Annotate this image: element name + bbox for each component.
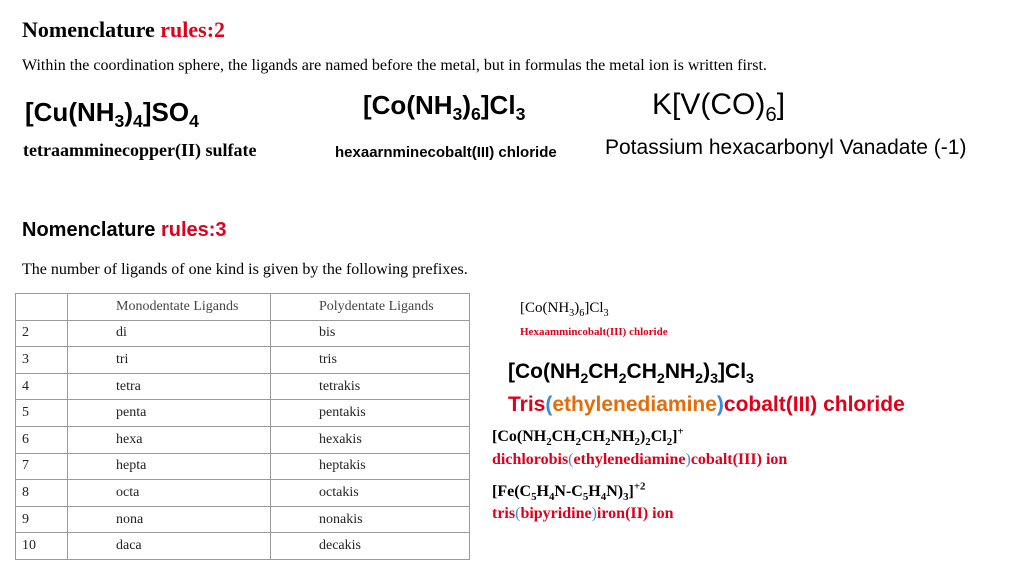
example-name-cu: tetraamminecopper(II) sulfate bbox=[23, 140, 257, 160]
table-cell-mono: tri bbox=[68, 347, 271, 374]
table-cell-mono: hexa bbox=[68, 426, 271, 453]
example3-formula-1: $[Co(NH_3)_6]Cl_3$ bbox=[520, 300, 609, 319]
table-cell-number: 3 bbox=[16, 347, 68, 374]
example3-name-3: dichlorobis(ethylenediamine)cobalt(III) ion bbox=[492, 451, 788, 468]
table-row bbox=[16, 400, 470, 427]
table-cell-number: 8 bbox=[16, 480, 68, 507]
rule3-body: The number of ligands of one kind is given by the following prefixes. bbox=[22, 261, 468, 278]
table-cell-number: 9 bbox=[16, 506, 68, 533]
table-header-monodentate: Monodentate Ligands bbox=[68, 294, 271, 321]
table-cell-mono: hepta bbox=[68, 453, 271, 480]
table-cell-poly: pentakis bbox=[271, 400, 470, 427]
example3-name-2: Tris(ethylenediamine)cobalt(III) chloride bbox=[508, 393, 905, 416]
table-cell-mono: nona bbox=[68, 506, 271, 533]
example3-formula-2: $[Co(NH_2CH_2CH_2NH_2)_3]Cl_3$ bbox=[508, 360, 754, 388]
rule2-body: Within the coordination sphere, the ligands are named before the metal, but in formulas the metal ion is written first. bbox=[22, 57, 767, 74]
table-row bbox=[16, 373, 470, 400]
table-cell-number: 5 bbox=[16, 400, 68, 427]
table-cell-number: 7 bbox=[16, 453, 68, 480]
rule2-heading-number: rules:2 bbox=[160, 17, 226, 42]
table-cell-poly: bis bbox=[271, 320, 470, 347]
table-cell-mono: octa bbox=[68, 480, 271, 507]
rule3-heading bbox=[22, 219, 227, 242]
table-cell-poly: octakis bbox=[271, 480, 470, 507]
example-formula-co: $[Co(NH_3)_6]Cl_3$ bbox=[363, 90, 526, 125]
example3-name-1: Hexaammincobalt(III) chloride bbox=[520, 326, 668, 338]
table-row bbox=[16, 480, 470, 507]
table-row bbox=[16, 320, 470, 347]
table-cell-mono: di bbox=[68, 320, 271, 347]
example-name-kv: Potassium hexacarbonyl Vanadate (-1) bbox=[605, 136, 967, 159]
table-row bbox=[16, 506, 470, 533]
example-name-co: hexaarnminecobalt(III) chloride bbox=[335, 144, 557, 161]
example3-name-4: tris(bipyridine)iron(II) ion bbox=[492, 505, 674, 522]
table-cell-poly: decakis bbox=[271, 533, 470, 560]
table-cell-poly: tris bbox=[271, 347, 470, 374]
prefix-table bbox=[15, 293, 470, 560]
rule3-heading-prefix: Nomenclature bbox=[22, 219, 161, 241]
table-cell-mono: tetra bbox=[68, 373, 271, 400]
table-cell-number: 10 bbox=[16, 533, 68, 560]
table-cell-poly: heptakis bbox=[271, 453, 470, 480]
rule2-heading-prefix: Nomenclature bbox=[22, 17, 161, 42]
table-row bbox=[16, 533, 470, 560]
table-cell-poly: nonakis bbox=[271, 506, 470, 533]
table-cell-number: 2 bbox=[16, 320, 68, 347]
rule2-heading bbox=[22, 17, 225, 43]
table-cell-mono: daca bbox=[68, 533, 271, 560]
table-cell-number: 4 bbox=[16, 373, 68, 400]
example3-formula-3: $[Co(NH_2CH_2CH_2NH_2)_2Cl_2]^+$ bbox=[492, 425, 684, 449]
table-header-number bbox=[16, 294, 68, 321]
table-cell-number: 6 bbox=[16, 426, 68, 453]
table-header-polydentate: Polydentate Ligands bbox=[271, 294, 470, 321]
table-row bbox=[16, 453, 470, 480]
example-formula-cu: $[Cu(NH_3)_4]SO_4$ bbox=[25, 97, 199, 132]
example-formula-kv: $K[V(CO)_6]$ bbox=[652, 88, 786, 126]
rule3-heading-number: rules:3 bbox=[160, 219, 227, 241]
example3-formula-4: $[Fe(C_5H_4N-C_5H_4N)_3]^{+2}$ bbox=[492, 480, 646, 504]
table-cell-poly: hexakis bbox=[271, 426, 470, 453]
table-row bbox=[16, 347, 470, 374]
table-cell-mono: penta bbox=[68, 400, 271, 427]
table-header-row bbox=[16, 294, 470, 321]
table-cell-poly: tetrakis bbox=[271, 373, 470, 400]
table-row bbox=[16, 426, 470, 453]
